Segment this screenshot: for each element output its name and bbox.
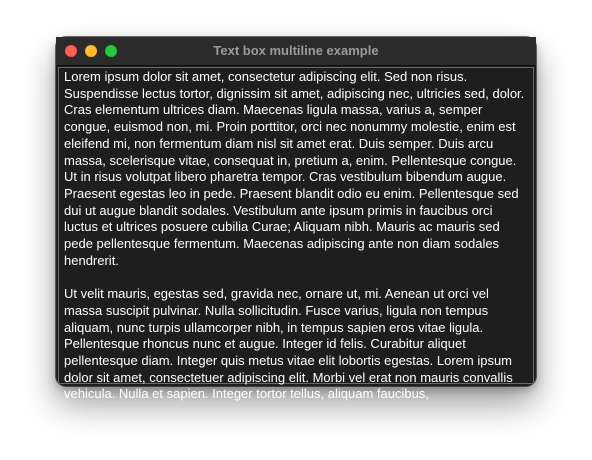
paragraph-1: Lorem ipsum dolor sit amet, consectetur adipiscing elit. Sed non risus. Suspendisse lectus tortor, dignissim sit amet, adipiscing nec, ultricies sed, dolor. Cras elementum ultrices diam. Maecenas ligula massa, varius a, semper congue, euismod non, mi. Proin porttitor, orci nec nonummy molestie, enim est eleifend mi, non fermentum diam nisl sit amet erat. Duis semper. Duis arcu massa, scelerisque vitae, consequat in, pretium a, enim. Pellentesque congue. Ut in risus volutpat libero pharetra tempor. Cras vestibulum bibendum augue. Praesent egestas leo in pede. Praesent blandit odio eu enim. Pellentesque sed dui ut augue blandit sodales. Vestibulum ante ipsum primis in faucibus orci luctus et ultrices posuere cubilia Curae; Aliquam nibh. Mauris ac mauris sed pede pellentesque fermentum. Maecenas adipiscing ante non diam sodales hendrerit. <box>64 69 525 268</box>
app-window <box>56 37 536 402</box>
multiline-text-box[interactable] <box>58 67 534 402</box>
text-box-content <box>59 68 533 403</box>
window-title: Text box multiline example <box>213 43 379 58</box>
paragraph-2: Ut velit mauris, egestas sed, gravida nec, ornare ut, mi. Aenean ut orci vel massa suscipit pulvinar. Nulla sollicitudin. Fusce varius, ligula non tempus aliquam, nunc turpis ullamcorper nibh, in tempus sapien eros vitae ligula. Pellentesque rhoncus nunc et augue. Integer id felis. Curabitur aliquet pellentesque diam. Integer quis metus vitae elit lobortis egestas. Lorem ipsum dolor sit amet, consectetuer adipiscing elit. Morbi vel erat non mauris convallis vehicula. Nulla et sapien. Integer tortor tellus, aliquam faucibus, <box>64 286 513 402</box>
title-bar[interactable] <box>56 37 536 66</box>
